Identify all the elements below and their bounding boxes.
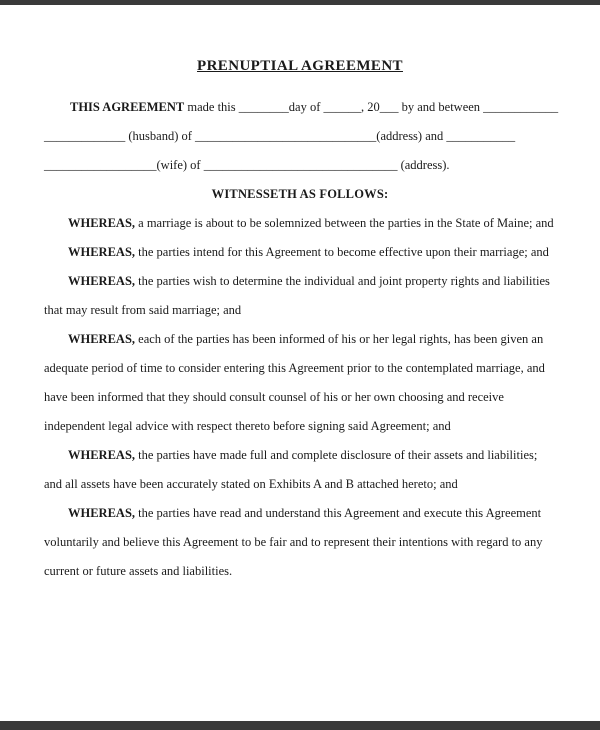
whereas-lead: WHEREAS, <box>68 332 136 346</box>
whereas-clause-3 <box>44 267 556 325</box>
top-border-bar <box>0 0 600 5</box>
whereas-clause-1 <box>44 209 556 238</box>
whereas-lead: WHEREAS, <box>68 245 136 259</box>
whereas-clause-6 <box>44 499 556 586</box>
whereas-text: each of the parties has been informed of his or her legal rights, has been given an adequate period of time to consider entering this Agreement prior to the contemplated marriage, and have been informed that they should consult counsel of his or her own choosing and receive independent legal advice with respect thereto before signing said Agreement; and <box>44 332 545 433</box>
witnesseth-heading: WITNESSETH AS FOLLOWS: <box>211 187 389 201</box>
whereas-lead: WHEREAS, <box>68 216 136 230</box>
whereas-text: the parties wish to determine the individual and joint property rights and liabilities that may result from said marriage; and <box>44 274 550 317</box>
whereas-text: the parties have read and understand this Agreement and execute this Agreement voluntarily and believe this Agreement to be fair and to represent their intentions with regard to any current or future assets and liabilities. <box>44 506 543 578</box>
intro-line-2: _____________ (husband) of _____________________________(address) and ___________ <box>44 129 516 143</box>
whereas-lead: WHEREAS, <box>68 448 136 462</box>
intro-paragraph <box>44 93 559 180</box>
bottom-border-bar <box>0 721 600 730</box>
whereas-lead: WHEREAS, <box>68 506 136 520</box>
whereas-text: a marriage is about to be solemnized between the parties in the State of Maine; and <box>135 216 554 230</box>
intro-line-3: __________________(wife) of _______________________________ (address). <box>44 158 450 172</box>
whereas-clause-4 <box>44 325 556 441</box>
whereas-clause-5 <box>44 441 556 499</box>
intro-line-1-text: made this ________day of ______, 20___ by and between ____________ <box>184 100 559 114</box>
whereas-lead: WHEREAS, <box>68 274 136 288</box>
whereas-text: the parties have made full and complete disclosure of their assets and liabilities; and all assets have been accurately stated on Exhibits A and B attached hereto; and <box>44 448 538 491</box>
whereas-clause-2 <box>44 238 556 267</box>
document-title: PRENUPTIAL AGREEMENT <box>197 58 403 74</box>
whereas-text: the parties intend for this Agreement to become effective upon their marriage; and <box>135 245 549 259</box>
agreement-lead-text: THIS AGREEMENT <box>70 100 185 114</box>
intro-line-1 <box>44 93 559 122</box>
